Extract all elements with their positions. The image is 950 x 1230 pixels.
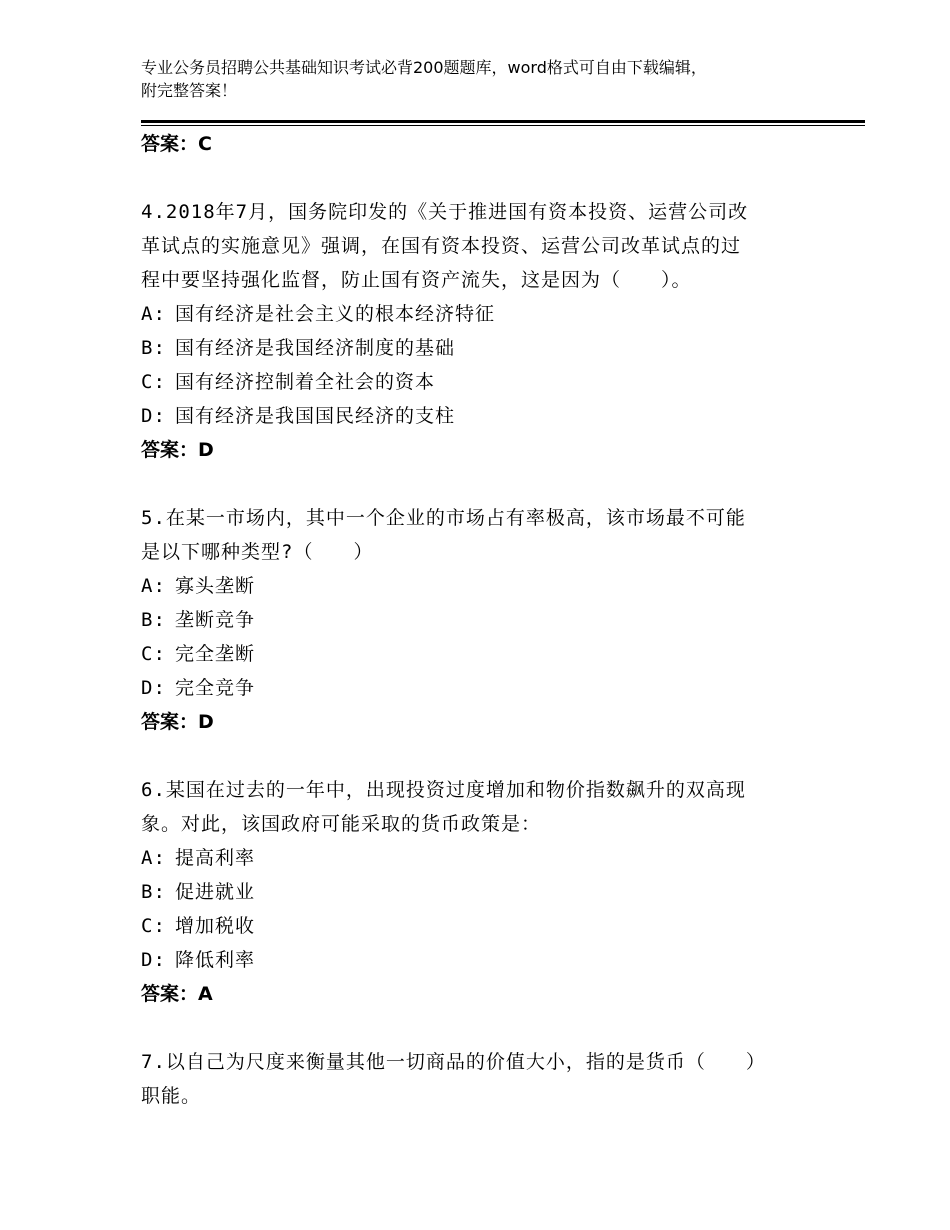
question-line: 7.以自己为尺度来衡量其他一切商品的价值大小，指的是货币（ ） [141, 1051, 766, 1073]
spacer [141, 467, 865, 501]
header-line-2: 附完整答案！ [141, 81, 238, 100]
option-c [141, 909, 865, 943]
question-line: 是以下哪种类型?（ ） [141, 541, 374, 563]
question-block-7 [141, 1045, 865, 1113]
question-block-5 [141, 501, 865, 739]
option-text: 促进就业 [175, 881, 256, 903]
question-line: 6.某国在过去的一年中，出现投资过度增加和物价指数飙升的双高现 [141, 779, 746, 801]
option-text: 垄断竞争 [175, 609, 256, 631]
option-text: 降低利率 [175, 949, 256, 971]
header-line-1: 专业公务员招聘公共基础知识考试必背200题题库，word格式可自由下载编辑， [141, 58, 707, 77]
question-line: 革试点的实施意见》强调，在国有资本投资、运营公司改革试点的过 [141, 235, 742, 257]
document-content [141, 127, 865, 1113]
option-key: D: [141, 949, 166, 971]
option-text: 提高利率 [175, 847, 256, 869]
question-block-4 [141, 195, 865, 467]
option-text: 寡头垄断 [175, 575, 256, 597]
option-b [141, 603, 865, 637]
option-key: D: [141, 677, 166, 699]
question-block-6 [141, 773, 865, 1011]
option-a [141, 841, 865, 875]
option-c [141, 365, 865, 399]
spacer [141, 161, 865, 195]
option-text: 国有经济是我国经济制度的基础 [175, 337, 456, 359]
answer-q5: 答案：D [141, 711, 214, 733]
question-text [141, 195, 865, 297]
option-text: 国有经济是社会主义的根本经济特征 [175, 303, 496, 325]
question-line: 4.2018年7月，国务院印发的《关于推进国有资本投资、运营公司改 [141, 201, 749, 223]
option-key: B: [141, 337, 166, 359]
answer-q4: 答案：D [141, 439, 214, 461]
option-key: C: [141, 371, 166, 393]
question-line: 象。对此，该国政府可能采取的货币政策是： [141, 813, 542, 835]
option-d [141, 671, 865, 705]
option-c [141, 637, 865, 671]
option-key: C: [141, 643, 166, 665]
question-line: 职能。 [141, 1085, 202, 1107]
spacer [141, 739, 865, 773]
option-key: C: [141, 915, 166, 937]
option-text: 完全竞争 [175, 677, 256, 699]
option-d [141, 943, 865, 977]
option-key: D: [141, 405, 166, 427]
answer-q6: 答案：A [141, 983, 213, 1005]
option-text: 增加税收 [175, 915, 256, 937]
option-key: B: [141, 609, 166, 631]
option-a [141, 569, 865, 603]
spacer [141, 1011, 865, 1045]
option-b [141, 331, 865, 365]
question-line: 5.在某一市场内，其中一个企业的市场占有率极高，该市场最不可能 [141, 507, 746, 529]
option-key: A: [141, 303, 166, 325]
option-b [141, 875, 865, 909]
question-text [141, 1045, 865, 1113]
option-d [141, 399, 865, 433]
answer-q3: 答案：C [141, 133, 212, 155]
page-header [141, 56, 841, 102]
header-rule-thin [141, 125, 865, 126]
option-text: 国有经济是我国国民经济的支柱 [175, 405, 456, 427]
question-text [141, 773, 865, 841]
question-line: 程中要坚持强化监督，防止国有资产流失，这是因为（ ）。 [141, 269, 692, 291]
option-key: A: [141, 847, 166, 869]
question-text [141, 501, 865, 569]
option-key: A: [141, 575, 166, 597]
option-text: 国有经济控制着全社会的资本 [175, 371, 436, 393]
option-a [141, 297, 865, 331]
option-key: B: [141, 881, 166, 903]
header-rule-thick [141, 120, 865, 123]
option-text: 完全垄断 [175, 643, 256, 665]
